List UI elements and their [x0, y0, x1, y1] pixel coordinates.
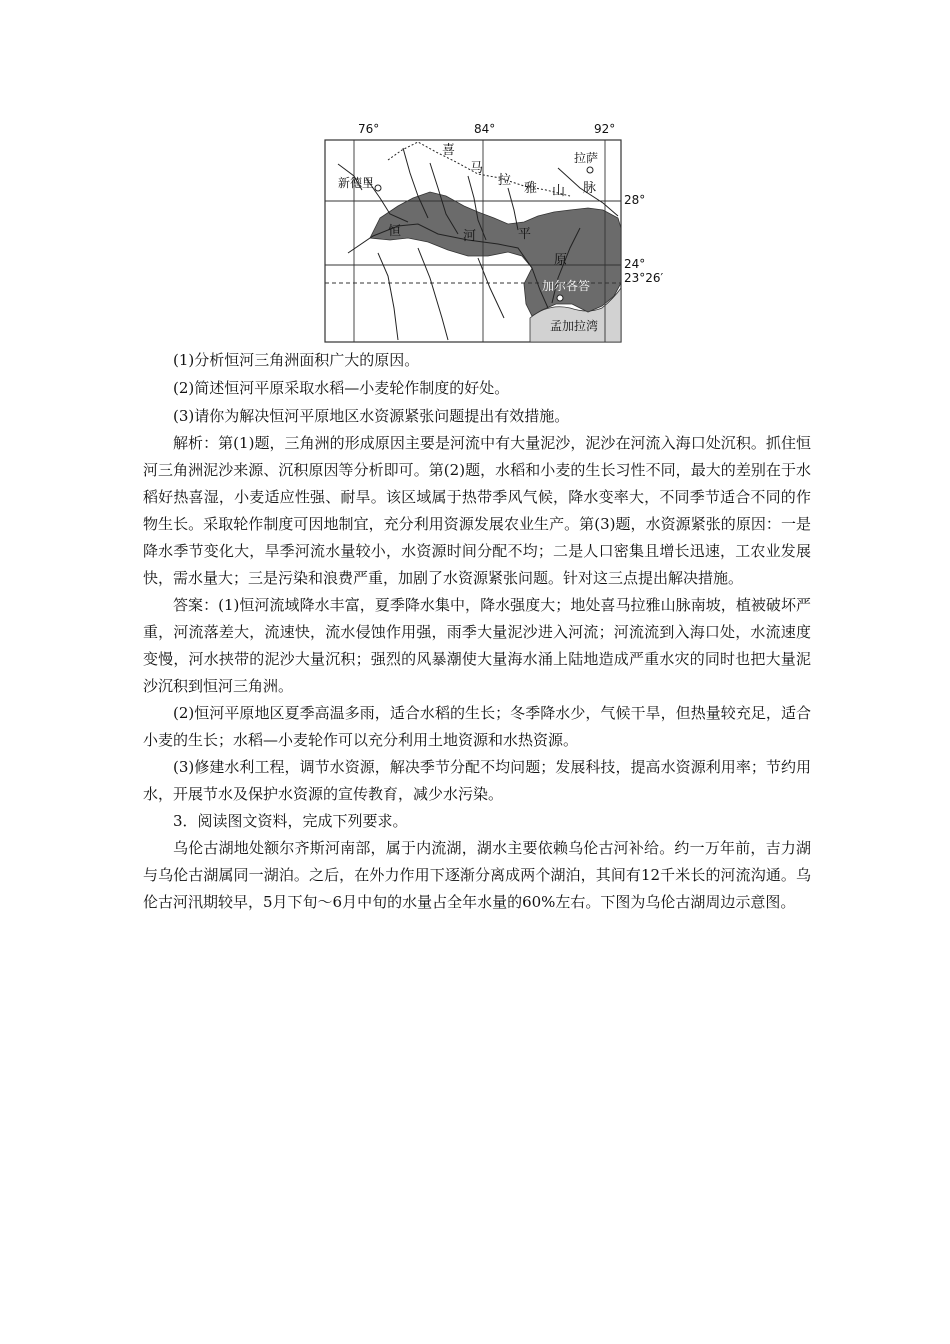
lat-label-28: 28°	[624, 193, 646, 207]
plain-char-3: 平	[518, 227, 532, 242]
lhasa-label: 拉萨	[574, 151, 599, 165]
answer-1: 答案：(1)恒河流域降水丰富，夏季降水集中，降水强度大；地处喜马拉雅山脉南坡，植被破坏严重，河流落差大，流速快，流水侵蚀作用强，雨季大量泥沙进入河流；河流流到入海口处，水流速度变慢，河水挟带的泥沙大量沉积；强烈的风暴潮使大量海水涌上陆地造成严重水灾的同时也把大量泥沙沉积到恒河三角洲。	[143, 596, 811, 695]
question-1: (1)分析恒河三角洲面积广大的原因。	[173, 351, 420, 369]
kolkata-marker	[557, 295, 563, 301]
himalaya-char-5: 山	[552, 184, 566, 199]
question-3-heading: 3．阅读图文资料，完成下列要求。	[173, 812, 408, 830]
new-delhi-label: 新德里	[338, 176, 375, 190]
plain-char-4: 原	[554, 253, 568, 268]
plain-char-1: 恒	[388, 224, 402, 239]
analysis-paragraph: 解析：第(1)题，三角洲的形成原因主要是河流中有大量泥沙，泥沙在河流入海口处沉积。抓住恒河三角洲泥沙来源、沉积原因等分析即可。第(2)题，水稻和小麦的生长习性不同，最大的差别在于水稻好热喜湿，小麦适应性强、耐旱。该区域属于热带季风气候，降水变率大，不同季节适合不同的作物生长。采取轮作制度可因地制宜，充分利用资源发展农业生产。第(3)题，水资源紧张的原因：一是降水季节变化大，旱季河流水量较小，水资源时间分配不均；二是人口密集且增长迅速，工农业发展快，需水量大；三是污染和浪费严重，加剧了水资源紧张问题。针对这三点提出解决措施。	[143, 434, 811, 587]
lon-label-92: 92°	[594, 122, 616, 136]
himalaya-char-4: 雅	[524, 181, 538, 196]
lat-label-24: 24°	[624, 257, 646, 271]
himalaya-char-6: 脉	[583, 181, 597, 196]
himalaya-char-1: 喜	[442, 143, 456, 158]
document-body	[143, 346, 811, 916]
kolkata-label: 加尔各答	[542, 279, 591, 293]
lhasa-marker	[587, 167, 593, 173]
answer-3: (3)修建水利工程，调节水资源，解决季节分配不均问题；发展科技，提高水资源利用率；节约用水，开展节水及保护水资源的宣传教育，减少水污染。	[143, 758, 811, 803]
lat-label-23-26: 23°26′	[624, 271, 664, 285]
lon-label-76: 76°	[358, 122, 380, 136]
question-3: (3)请你为解决恒河平原地区水资源紧张问题提出有效措施。	[173, 407, 570, 425]
question-2: (2)简述恒河平原采取水稻—小麦轮作制度的好处。	[173, 379, 510, 397]
answer-2: (2)恒河平原地区夏季高温多雨，适合水稻的生长；冬季降水少，气候干旱，但热量较充足，适合小麦的生长；水稻—小麦轮作可以充分利用土地资源和水热资源。	[143, 704, 811, 749]
ganges-map	[318, 118, 664, 344]
himalaya-char-2: 马	[470, 161, 484, 176]
new-delhi-marker	[375, 185, 381, 191]
question-3-text: 乌伦古湖地处额尔齐斯河南部，属于内流湖，湖水主要依赖乌伦古河补给。约一万年前，吉力湖与乌伦古湖属同一湖泊。之后，在外力作用下逐渐分离成两个湖泊，其间有12千米长的河流沟通。乌伦古河汛期较早，5月下旬～6月中旬的水量占全年水量的60%左右。下图为乌伦古湖周边示意图。	[143, 839, 811, 911]
plain-char-2: 河	[463, 229, 477, 244]
lon-label-84: 84°	[474, 122, 496, 136]
himalaya-char-3: 拉	[498, 173, 512, 188]
bay-label: 孟加拉湾	[550, 319, 599, 333]
